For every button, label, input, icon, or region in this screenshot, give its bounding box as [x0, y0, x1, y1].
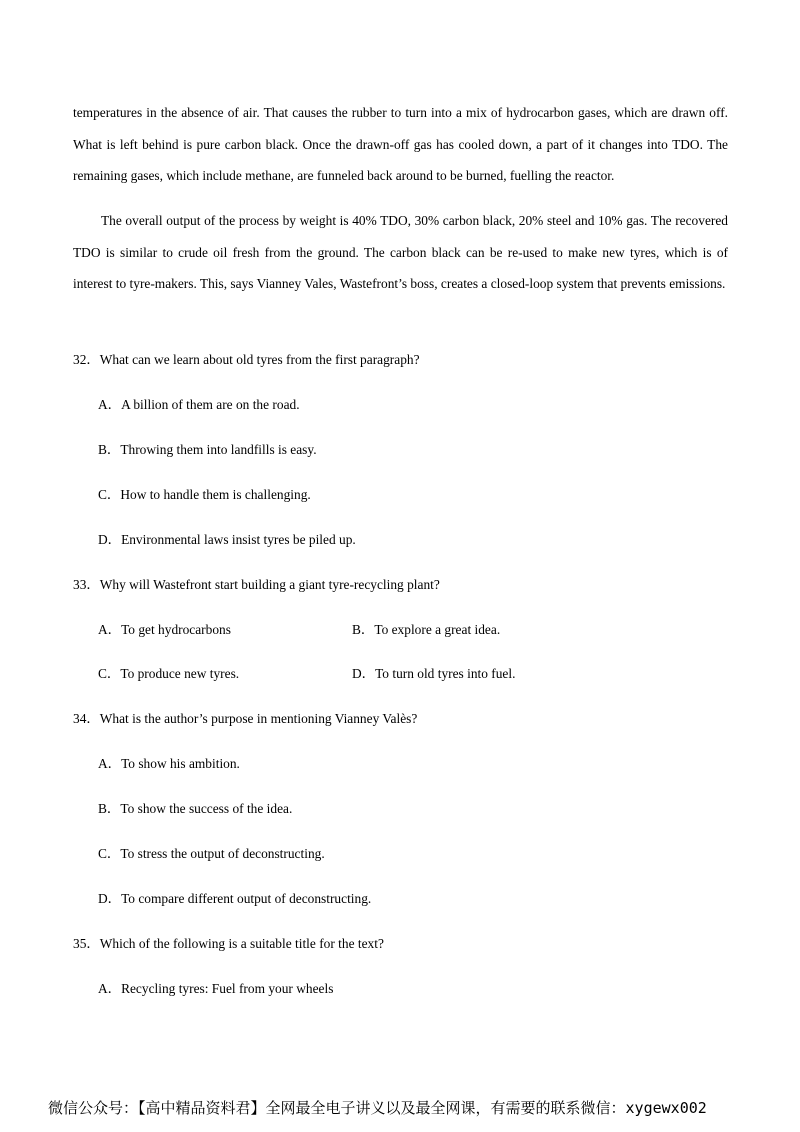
question-number: 34．	[73, 711, 100, 726]
question-33-option-c	[98, 665, 239, 683]
option-letter: D．	[98, 532, 122, 547]
question-33	[73, 576, 440, 594]
passage-paragraph-1: temperatures in the absence of air. That causes the rubber to turn into a mix of hydrocarbon gases, which are drawn off. What is left behind is pure carbon black. Once the drawn-off gas has cooled down, a part of it changes into TDO. The remaining gases, which include methane, are funneled back around to be burned, fuelling the reactor.	[73, 105, 728, 184]
option-letter: D．	[98, 891, 122, 906]
option-letter: A．	[98, 981, 122, 996]
option-letter: C．	[98, 846, 121, 861]
question-text: Why will Wastefront start building a giant tyre-recycling plant?	[99, 577, 440, 592]
passage-paragraph-2: The overall output of the process by weight is 40% TDO, 30% carbon black, 20% steel and 10% gas. The recovered TDO is similar to crude oil fresh from the ground. The carbon black can be re-used to make new tyres, which is of interest to tyre-makers. This, says Vianney Vales, Wastefront’s boss, creates a closed-loop system that prevents emissions.	[73, 213, 728, 292]
option-text: Recycling tyres: Fuel from your wheels	[121, 981, 334, 996]
option-text: To turn old tyres into fuel.	[375, 666, 516, 681]
option-text: A billion of them are on the road.	[121, 397, 300, 412]
question-33-option-d	[352, 665, 515, 683]
question-32-option-c	[98, 486, 311, 504]
option-letter: C．	[98, 487, 121, 502]
question-text: Which of the following is a suitable title for the text?	[99, 936, 384, 951]
question-32-option-d	[98, 531, 356, 549]
option-text: To compare different output of deconstructing.	[121, 891, 372, 906]
question-text: What can we learn about old tyres from the first paragraph?	[99, 352, 420, 367]
question-number: 32．	[73, 352, 100, 367]
option-letter: B．	[352, 622, 375, 637]
option-letter: C．	[98, 666, 121, 681]
option-text: To show his ambition.	[121, 756, 240, 771]
question-32	[73, 351, 420, 369]
footer-wechat-handle: xygewx002	[625, 1099, 707, 1117]
question-33-option-b	[352, 621, 500, 639]
option-letter: D．	[352, 666, 376, 681]
question-34-option-c	[98, 845, 325, 863]
option-text: To get hydrocarbons	[121, 622, 231, 637]
option-letter: A．	[98, 622, 122, 637]
page-footer	[48, 1097, 707, 1119]
option-letter: B．	[98, 801, 121, 816]
option-text: Environmental laws insist tyres be piled up.	[121, 532, 356, 547]
option-text: How to handle them is challenging.	[120, 487, 311, 502]
question-34-option-d	[98, 890, 371, 908]
option-letter: A．	[98, 397, 122, 412]
option-text: Throwing them into landfills is easy.	[120, 442, 317, 457]
question-33-option-a	[98, 621, 231, 639]
option-letter: A．	[98, 756, 122, 771]
question-34-option-a	[98, 755, 240, 773]
question-number: 35．	[73, 936, 100, 951]
option-text: To explore a great idea.	[374, 622, 501, 637]
question-35-option-a	[98, 980, 333, 998]
question-34	[73, 710, 417, 728]
option-letter: B．	[98, 442, 121, 457]
question-32-option-a	[98, 396, 300, 414]
question-32-option-b	[98, 441, 317, 459]
question-text: What is the author’s purpose in mentioning Vianney Valès?	[99, 711, 418, 726]
option-text: To stress the output of deconstructing.	[120, 846, 325, 861]
question-34-option-b	[98, 800, 292, 818]
option-text: To produce new tyres.	[120, 666, 240, 681]
option-text: To show the success of the idea.	[120, 801, 293, 816]
question-number: 33．	[73, 577, 100, 592]
footer-text: 微信公众号：【高中精品资料君】全网最全电子讲义以及最全网课，有需要的联系微信：	[48, 1099, 626, 1117]
question-35	[73, 935, 384, 953]
